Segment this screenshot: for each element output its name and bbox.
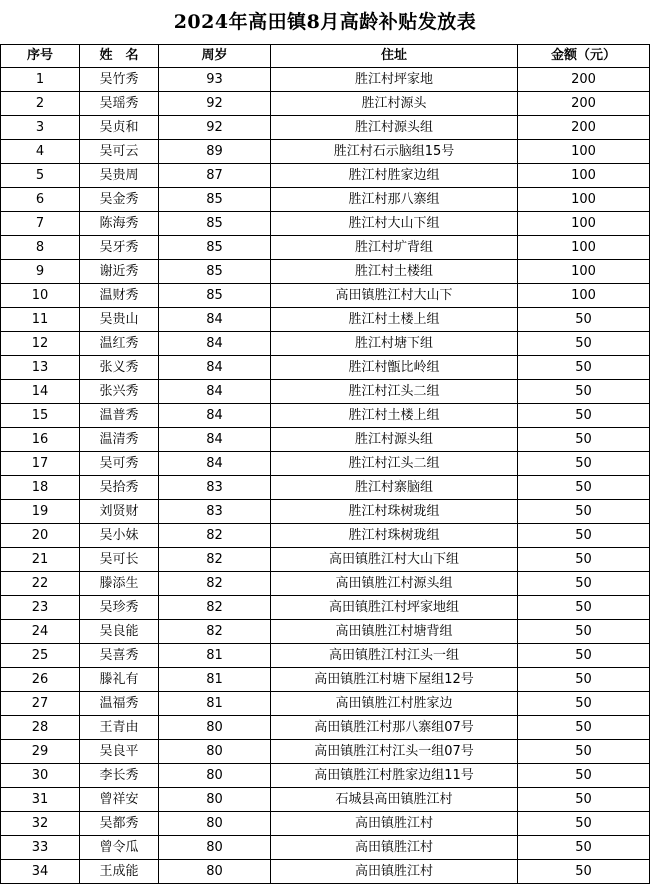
cell-no: 16 — [1, 428, 80, 452]
cell-no: 8 — [1, 236, 80, 260]
cell-address: 胜江村坪家地 — [271, 68, 518, 92]
cell-name: 吴竹秀 — [80, 68, 159, 92]
cell-amount: 50 — [518, 764, 650, 788]
cell-name: 王成能 — [80, 860, 159, 884]
cell-amount: 50 — [518, 452, 650, 476]
cell-address: 高田镇胜江村坪家地组 — [271, 596, 518, 620]
cell-age: 93 — [159, 68, 271, 92]
table-row — [1, 92, 650, 116]
table-row — [1, 284, 650, 308]
cell-address: 高田镇胜江村大山下组 — [271, 548, 518, 572]
cell-no: 7 — [1, 212, 80, 236]
cell-address: 高田镇胜江村胜家边组11号 — [271, 764, 518, 788]
cell-amount: 50 — [518, 548, 650, 572]
table-body — [1, 68, 650, 884]
cell-amount: 50 — [518, 860, 650, 884]
cell-amount: 50 — [518, 380, 650, 404]
cell-address: 胜江村塘下组 — [271, 332, 518, 356]
cell-address: 高田镇胜江村源头组 — [271, 572, 518, 596]
table-row — [1, 140, 650, 164]
cell-amount: 50 — [518, 740, 650, 764]
cell-age: 85 — [159, 212, 271, 236]
cell-age: 85 — [159, 236, 271, 260]
cell-address: 胜江村源头组 — [271, 116, 518, 140]
header-name: 姓 名 — [80, 45, 159, 68]
cell-name: 陈海秀 — [80, 212, 159, 236]
cell-amount: 50 — [518, 572, 650, 596]
cell-address: 胜江村寨脑组 — [271, 476, 518, 500]
cell-no: 21 — [1, 548, 80, 572]
cell-amount: 50 — [518, 524, 650, 548]
cell-age: 83 — [159, 476, 271, 500]
cell-amount: 100 — [518, 236, 650, 260]
header-address: 住址 — [271, 45, 518, 68]
table-row — [1, 428, 650, 452]
cell-age: 80 — [159, 716, 271, 740]
cell-age: 85 — [159, 188, 271, 212]
cell-name: 张兴秀 — [80, 380, 159, 404]
cell-no: 23 — [1, 596, 80, 620]
cell-amount: 50 — [518, 404, 650, 428]
table-row — [1, 476, 650, 500]
cell-name: 温普秀 — [80, 404, 159, 428]
cell-no: 6 — [1, 188, 80, 212]
cell-address: 胜江村土楼上组 — [271, 404, 518, 428]
cell-amount: 50 — [518, 788, 650, 812]
cell-address: 胜江村江头二组 — [271, 380, 518, 404]
cell-age: 84 — [159, 404, 271, 428]
cell-address: 胜江村甑比岭组 — [271, 356, 518, 380]
cell-no: 29 — [1, 740, 80, 764]
cell-amount: 200 — [518, 116, 650, 140]
table-row — [1, 260, 650, 284]
cell-name: 吴金秀 — [80, 188, 159, 212]
cell-no: 34 — [1, 860, 80, 884]
table-row — [1, 860, 650, 884]
cell-no: 12 — [1, 332, 80, 356]
cell-name: 吴可云 — [80, 140, 159, 164]
cell-amount: 100 — [518, 212, 650, 236]
cell-amount: 50 — [518, 716, 650, 740]
table-row — [1, 164, 650, 188]
cell-amount: 50 — [518, 692, 650, 716]
cell-address: 高田镇胜江村江头一组07号 — [271, 740, 518, 764]
cell-name: 温红秀 — [80, 332, 159, 356]
cell-no: 26 — [1, 668, 80, 692]
table-row — [1, 68, 650, 92]
cell-no: 14 — [1, 380, 80, 404]
cell-no: 27 — [1, 692, 80, 716]
cell-amount: 100 — [518, 188, 650, 212]
table-row — [1, 116, 650, 140]
header-age: 周岁 — [159, 45, 271, 68]
cell-amount: 50 — [518, 668, 650, 692]
cell-name: 吴小妹 — [80, 524, 159, 548]
table-row — [1, 380, 650, 404]
cell-address: 胜江村那八寨组 — [271, 188, 518, 212]
cell-amount: 100 — [518, 260, 650, 284]
cell-name: 滕礼有 — [80, 668, 159, 692]
table-header-row — [1, 45, 650, 68]
cell-name: 温清秀 — [80, 428, 159, 452]
cell-age: 80 — [159, 788, 271, 812]
cell-age: 80 — [159, 860, 271, 884]
cell-age: 81 — [159, 668, 271, 692]
cell-address: 胜江村圹背组 — [271, 236, 518, 260]
cell-address: 高田镇胜江村江头一组 — [271, 644, 518, 668]
cell-amount: 100 — [518, 140, 650, 164]
cell-address: 胜江村珠树珑组 — [271, 500, 518, 524]
cell-address: 高田镇胜江村 — [271, 812, 518, 836]
cell-amount: 50 — [518, 500, 650, 524]
cell-address: 高田镇胜江村塘下屋组12号 — [271, 668, 518, 692]
table-row — [1, 644, 650, 668]
cell-age: 80 — [159, 836, 271, 860]
cell-age: 87 — [159, 164, 271, 188]
page-title: 2024年高田镇8月高龄补贴发放表 — [173, 11, 477, 33]
cell-name: 吴拾秀 — [80, 476, 159, 500]
cell-address: 胜江村源头 — [271, 92, 518, 116]
cell-amount: 50 — [518, 476, 650, 500]
cell-address: 高田镇胜江村塘背组 — [271, 620, 518, 644]
cell-no: 31 — [1, 788, 80, 812]
cell-age: 82 — [159, 548, 271, 572]
cell-amount: 50 — [518, 836, 650, 860]
table-row — [1, 572, 650, 596]
cell-no: 25 — [1, 644, 80, 668]
cell-age: 81 — [159, 692, 271, 716]
cell-no: 1 — [1, 68, 80, 92]
table-row — [1, 236, 650, 260]
header-amount: 金额（元） — [518, 45, 650, 68]
cell-name: 吴贵周 — [80, 164, 159, 188]
cell-name: 吴珍秀 — [80, 596, 159, 620]
cell-age: 82 — [159, 572, 271, 596]
table-row — [1, 812, 650, 836]
subsidy-table — [0, 44, 650, 884]
table-row — [1, 500, 650, 524]
table-row — [1, 788, 650, 812]
cell-name: 吴牙秀 — [80, 236, 159, 260]
cell-no: 30 — [1, 764, 80, 788]
cell-no: 28 — [1, 716, 80, 740]
cell-name: 吴都秀 — [80, 812, 159, 836]
cell-no: 19 — [1, 500, 80, 524]
cell-no: 17 — [1, 452, 80, 476]
cell-no: 9 — [1, 260, 80, 284]
cell-name: 吴贞和 — [80, 116, 159, 140]
cell-no: 32 — [1, 812, 80, 836]
table-row — [1, 836, 650, 860]
cell-address: 胜江村胜家边组 — [271, 164, 518, 188]
cell-name: 吴贵山 — [80, 308, 159, 332]
cell-address: 高田镇胜江村那八寨组07号 — [271, 716, 518, 740]
table-row — [1, 356, 650, 380]
cell-name: 曾令瓜 — [80, 836, 159, 860]
cell-age: 85 — [159, 284, 271, 308]
cell-name: 吴喜秀 — [80, 644, 159, 668]
cell-age: 83 — [159, 500, 271, 524]
cell-name: 滕添生 — [80, 572, 159, 596]
cell-name: 温福秀 — [80, 692, 159, 716]
table-row — [1, 452, 650, 476]
cell-amount: 50 — [518, 356, 650, 380]
cell-name: 吴可秀 — [80, 452, 159, 476]
cell-no: 4 — [1, 140, 80, 164]
table-row — [1, 596, 650, 620]
cell-name: 温财秀 — [80, 284, 159, 308]
cell-no: 10 — [1, 284, 80, 308]
cell-amount: 100 — [518, 284, 650, 308]
header-no: 序号 — [1, 45, 80, 68]
cell-address: 高田镇胜江村 — [271, 860, 518, 884]
cell-address: 胜江村土楼组 — [271, 260, 518, 284]
cell-amount: 200 — [518, 92, 650, 116]
cell-no: 22 — [1, 572, 80, 596]
cell-name: 王青由 — [80, 716, 159, 740]
cell-amount: 50 — [518, 428, 650, 452]
cell-age: 80 — [159, 812, 271, 836]
cell-age: 81 — [159, 644, 271, 668]
cell-address: 胜江村石示脑组15号 — [271, 140, 518, 164]
cell-age: 84 — [159, 356, 271, 380]
table-row — [1, 740, 650, 764]
table-row — [1, 620, 650, 644]
cell-name: 刘贤财 — [80, 500, 159, 524]
cell-age: 82 — [159, 524, 271, 548]
cell-age: 92 — [159, 116, 271, 140]
cell-no: 24 — [1, 620, 80, 644]
table-row — [1, 188, 650, 212]
cell-age: 85 — [159, 260, 271, 284]
cell-no: 20 — [1, 524, 80, 548]
table-row — [1, 332, 650, 356]
table-row — [1, 764, 650, 788]
cell-name: 曾祥安 — [80, 788, 159, 812]
cell-name: 张义秀 — [80, 356, 159, 380]
table-row — [1, 548, 650, 572]
cell-age: 82 — [159, 620, 271, 644]
cell-amount: 50 — [518, 812, 650, 836]
cell-no: 18 — [1, 476, 80, 500]
cell-amount: 50 — [518, 596, 650, 620]
cell-no: 3 — [1, 116, 80, 140]
cell-no: 2 — [1, 92, 80, 116]
cell-amount: 50 — [518, 620, 650, 644]
cell-no: 11 — [1, 308, 80, 332]
table-row — [1, 404, 650, 428]
cell-age: 80 — [159, 740, 271, 764]
cell-address: 高田镇胜江村胜家边 — [271, 692, 518, 716]
table-row — [1, 716, 650, 740]
cell-amount: 50 — [518, 644, 650, 668]
cell-address: 胜江村土楼上组 — [271, 308, 518, 332]
cell-age: 84 — [159, 428, 271, 452]
cell-address: 胜江村江头二组 — [271, 452, 518, 476]
cell-name: 吴可长 — [80, 548, 159, 572]
cell-no: 33 — [1, 836, 80, 860]
cell-age: 84 — [159, 452, 271, 476]
table-row — [1, 668, 650, 692]
table-row — [1, 524, 650, 548]
cell-amount: 100 — [518, 164, 650, 188]
cell-age: 84 — [159, 380, 271, 404]
cell-name: 谢近秀 — [80, 260, 159, 284]
cell-name: 吴良能 — [80, 620, 159, 644]
cell-address: 石城县高田镇胜江村 — [271, 788, 518, 812]
cell-age: 84 — [159, 332, 271, 356]
cell-amount: 200 — [518, 68, 650, 92]
cell-address: 胜江村珠树珑组 — [271, 524, 518, 548]
cell-age: 92 — [159, 92, 271, 116]
table-row — [1, 212, 650, 236]
cell-no: 5 — [1, 164, 80, 188]
cell-address: 胜江村大山下组 — [271, 212, 518, 236]
cell-no: 15 — [1, 404, 80, 428]
cell-age: 89 — [159, 140, 271, 164]
cell-name: 吴瑶秀 — [80, 92, 159, 116]
cell-address: 高田镇胜江村大山下 — [271, 284, 518, 308]
cell-amount: 50 — [518, 308, 650, 332]
cell-age: 84 — [159, 308, 271, 332]
cell-age: 82 — [159, 596, 271, 620]
cell-no: 13 — [1, 356, 80, 380]
table-row — [1, 308, 650, 332]
table-row — [1, 692, 650, 716]
cell-address: 胜江村源头组 — [271, 428, 518, 452]
cell-name: 李长秀 — [80, 764, 159, 788]
cell-name: 吴良平 — [80, 740, 159, 764]
cell-age: 80 — [159, 764, 271, 788]
cell-address: 高田镇胜江村 — [271, 836, 518, 860]
cell-amount: 50 — [518, 332, 650, 356]
